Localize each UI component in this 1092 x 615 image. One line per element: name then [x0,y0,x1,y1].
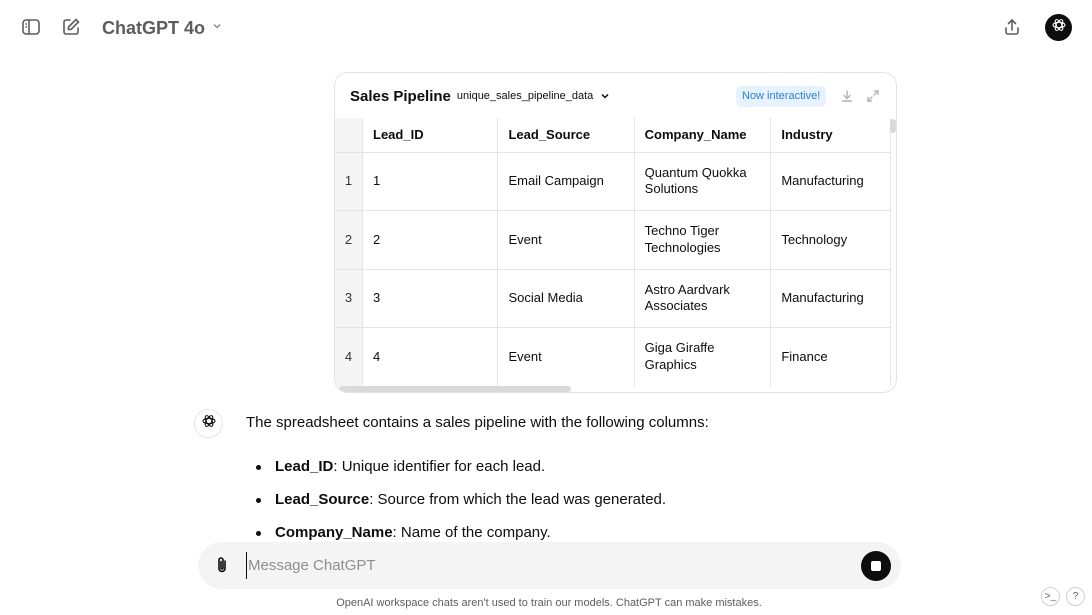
list-item [255,457,666,490]
help-button[interactable]: ? [1066,587,1085,606]
horizontal-scroll-thumb[interactable] [339,386,571,392]
chevron-down-icon [211,19,223,37]
row-number: 1 [335,152,363,211]
list-item-term: Lead_ID [275,458,334,475]
spreadsheet-card [334,72,897,393]
interactive-badge: Now interactive! [736,86,826,107]
row-number: 3 [335,269,363,328]
table-cell[interactable]: Astro Aardvark Associates [634,269,771,328]
table-cell[interactable]: 3 [363,269,498,328]
row-number: 2 [335,211,363,270]
sidebar-toggle-icon[interactable] [15,11,47,43]
table-row [335,328,891,387]
table-cell[interactable]: Manufacturing [771,269,891,328]
table-cell[interactable]: Manufacturing [771,152,891,211]
table-row [335,211,891,270]
table-cell[interactable]: Giga Giraffe Graphics [634,328,771,387]
share-icon[interactable] [996,11,1028,43]
disclaimer: OpenAI workspace chats aren't used to train our models. ChatGPT can make mistakes. [336,597,762,609]
table-cell[interactable]: Finance [771,328,891,387]
list-item-desc: : Unique identifier for each lead. [333,458,546,475]
column-header[interactable]: Industry [771,118,891,152]
terminal-icon[interactable]: >_ [1041,587,1060,606]
table-cell[interactable]: Email Campaign [498,152,634,211]
assistant-message-intro: The spreadsheet contains a sales pipeline with the following columns: [246,414,709,431]
paperclip-icon[interactable] [207,550,237,580]
expand-icon[interactable] [864,87,882,105]
spreadsheet-grid[interactable] [335,118,891,386]
message-composer [198,542,901,589]
top-bar [0,0,1092,56]
table-cell[interactable]: Social Media [498,269,634,328]
table-cell[interactable]: 1 [363,152,498,211]
table-cell[interactable]: Techno Tiger Technologies [634,211,771,270]
vertical-scrollbar[interactable] [890,119,896,133]
model-selector[interactable] [96,12,229,44]
assistant-avatar [194,409,223,438]
table-cell[interactable]: Event [498,328,634,387]
user-avatar[interactable] [1045,14,1072,41]
table-cell[interactable]: 4 [363,328,498,387]
table-row [335,269,891,328]
data-table [335,118,891,386]
compose-icon[interactable] [55,11,87,43]
openai-logo-icon [1050,16,1068,39]
list-item-term: Lead_Source [275,491,370,508]
table-cell[interactable]: Quantum Quokka Solutions [634,152,771,211]
list-item [255,490,666,523]
header-row [335,118,891,152]
corner-cell [335,118,363,152]
column-header[interactable]: Lead_ID [363,118,498,152]
message-input[interactable] [246,552,846,579]
table-row [335,152,891,211]
column-header[interactable]: Company_Name [634,118,771,152]
openai-logo-icon [200,412,218,435]
stop-icon [871,561,881,571]
table-cell[interactable]: Event [498,211,634,270]
chevron-down-icon[interactable] [599,90,611,102]
table-cell[interactable]: Technology [771,211,891,270]
column-header[interactable]: Lead_Source [498,118,634,152]
list-item-desc: : Source from which the lead was generated. [369,491,667,508]
sheet-file-name[interactable]: unique_sales_pipeline_data [456,90,594,102]
stop-button[interactable] [861,551,891,581]
list-item-desc: : Name of the company. [392,524,551,541]
sheet-title: Sales Pipeline [350,87,451,105]
horizontal-scrollbar[interactable] [335,385,897,393]
download-icon[interactable] [838,87,856,105]
model-name: ChatGPT 4o [102,17,206,38]
row-number: 4 [335,328,363,387]
table-cell[interactable]: 2 [363,211,498,270]
list-item-term: Company_Name [275,524,393,541]
